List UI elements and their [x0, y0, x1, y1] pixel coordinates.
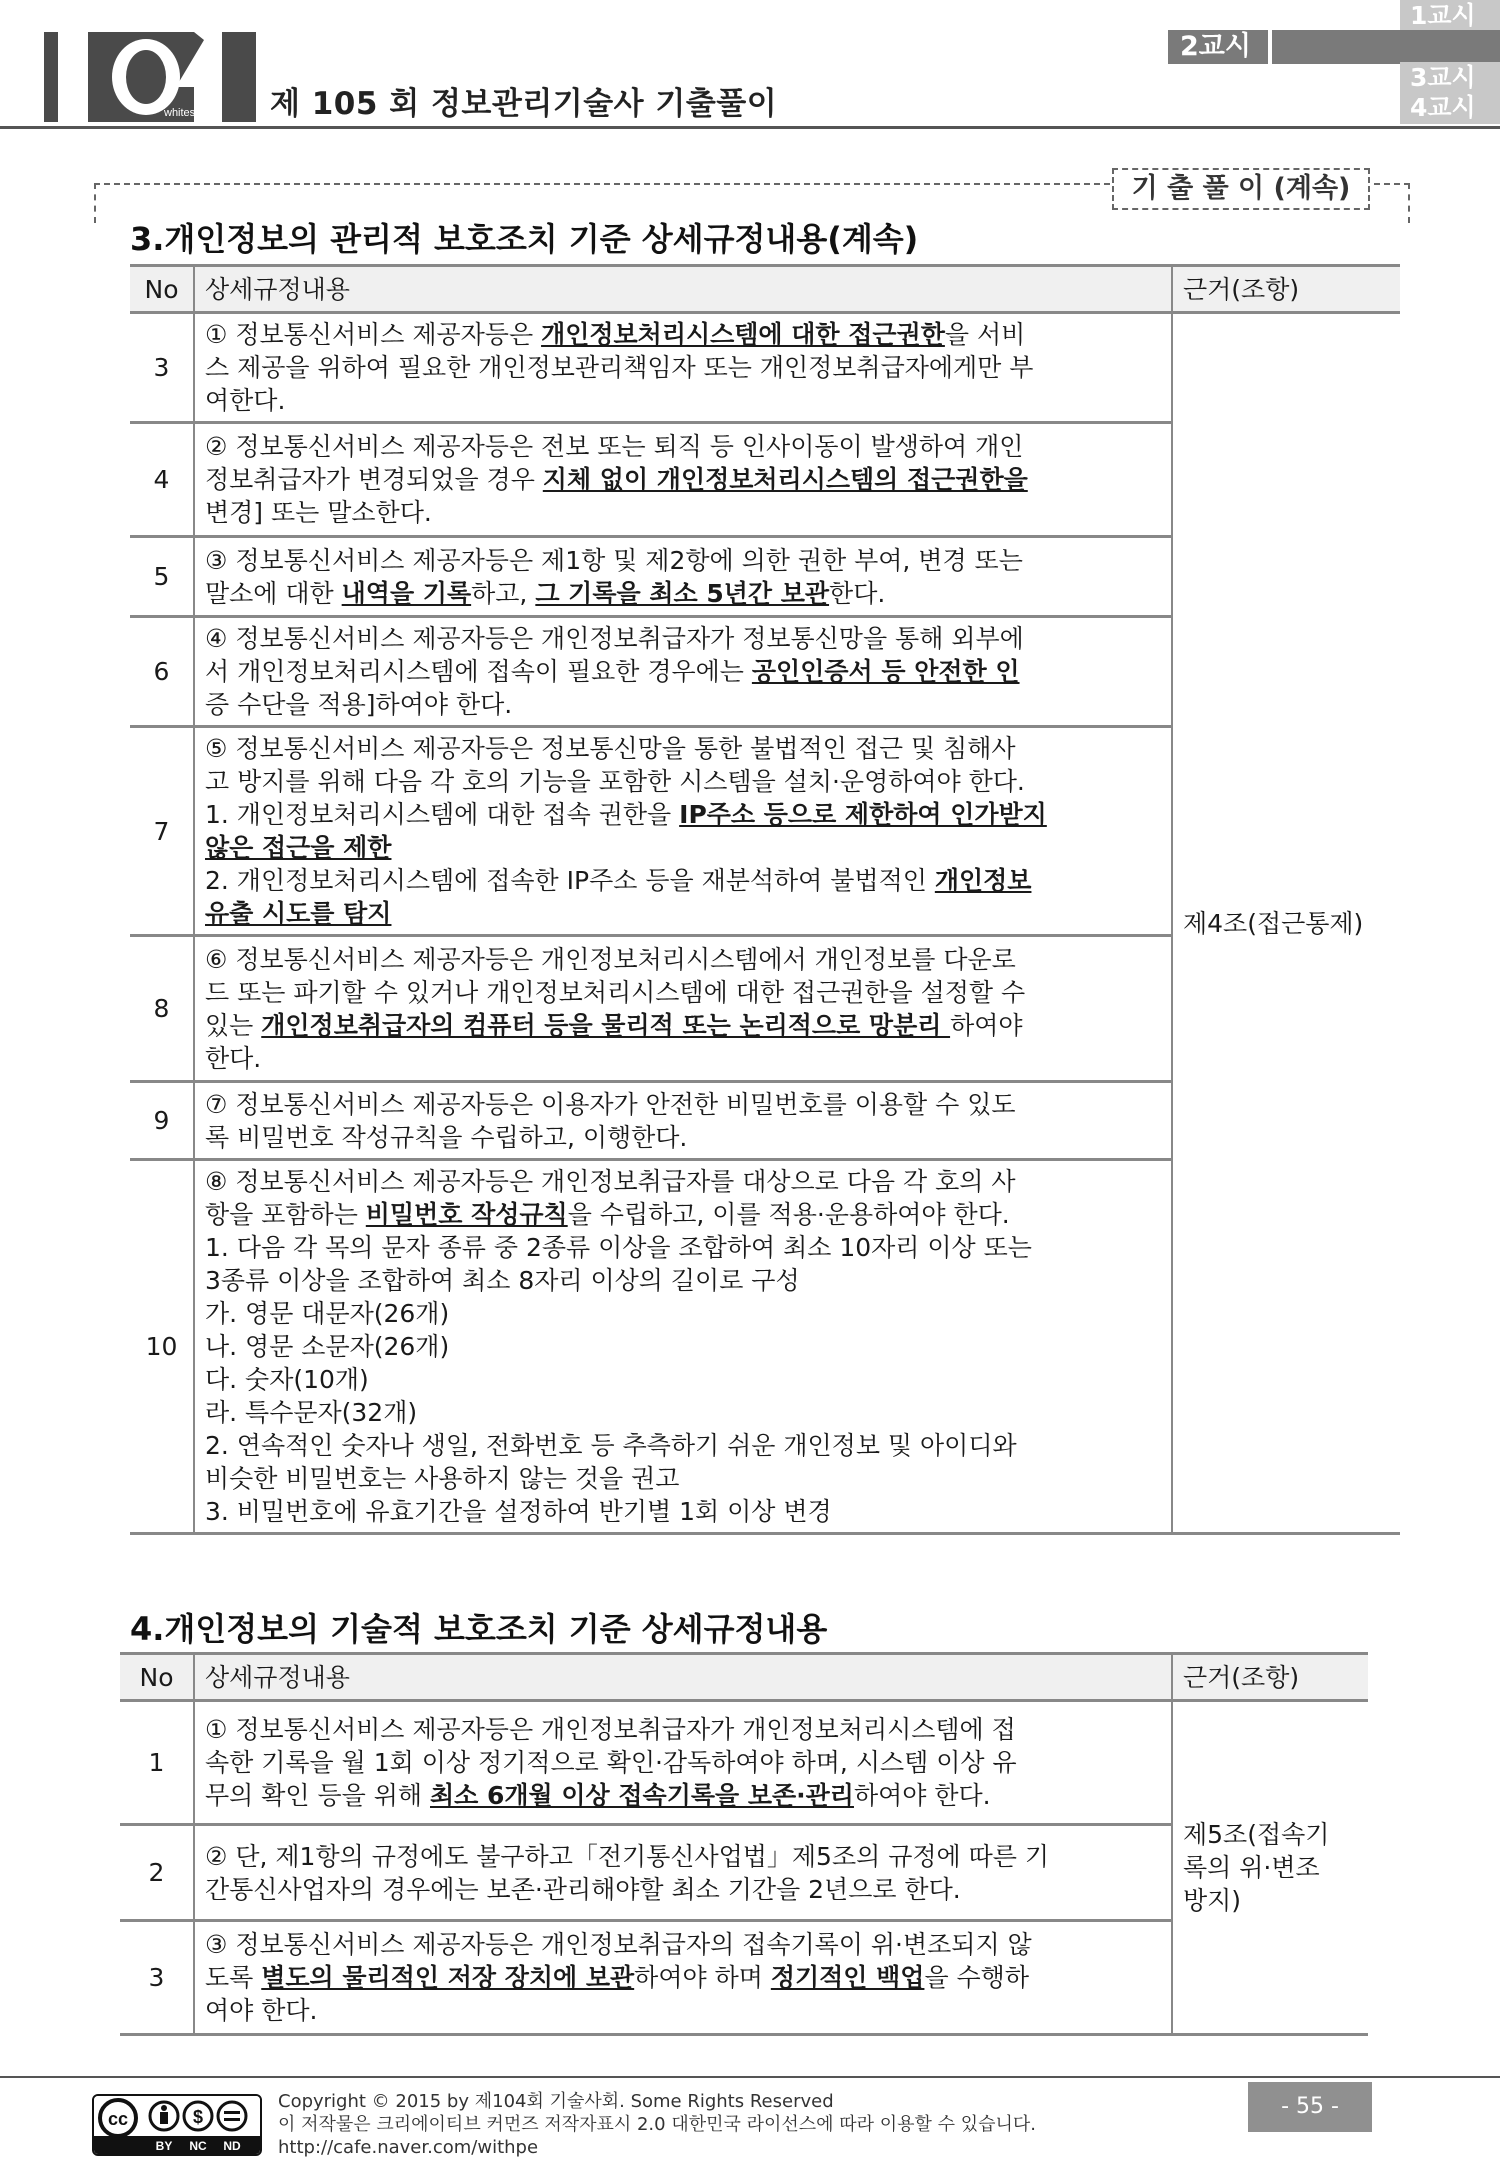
header-basis: 근거(조항)	[1172, 266, 1400, 313]
emphasis-text: 개인정보취급자의 컴퓨터 등을 물리적 또는 논리적으로 망분리	[261, 1010, 951, 1040]
emphasis-text: 않은 접근을 제한	[205, 833, 392, 862]
content-frame-right	[1408, 183, 1410, 223]
content-line: 나. 영문 소문자(26개)	[205, 1332, 450, 1361]
content-line: ③ 정보통신서비스 제공자등은 개인정보취급자의 접속기록이 위·변조되지 않	[205, 1930, 1032, 1959]
row-number: 4	[130, 423, 194, 537]
session-tab-2	[1168, 30, 1500, 64]
content-line: 1. 개인정보처리시스템에 대한 접속 권한을 IP주소 등으로 제한하여 인가받지	[205, 800, 1047, 829]
session-tab-2-label: 2교시	[1180, 31, 1251, 62]
content-line: 여야 한다.	[205, 1996, 318, 2025]
content-line	[205, 897, 1163, 930]
content-line: ① 정보통신서비스 제공자등은 개인정보처리시스템에 대한 접근권한을 서비	[205, 320, 1026, 349]
footer-text	[278, 2090, 1036, 2159]
content-line: 한다.	[205, 1043, 262, 1073]
row-number: 2	[120, 1825, 194, 1921]
content-line: 스 제공을 위하여 필요한 개인정보관리책임자 또는 개인정보취급자에게만 부	[205, 353, 1034, 382]
nd-icon	[218, 2102, 246, 2130]
content-line: ③ 정보통신서비스 제공자등은 제1항 및 제2항에 의한 권한 부여, 변경 또는	[205, 545, 1023, 575]
emphasis-text: 공인인증서 등 안전한 인	[751, 657, 1020, 686]
content-line: 3종류 이상을 조합하여 최소 8자리 이상의 길이로 구성	[205, 1266, 800, 1295]
footer-rule	[0, 2076, 1500, 2078]
content-line: 말소에 대한 내역을 기록하고, 그 기록을 최소 5년간 보관한다.	[205, 578, 886, 608]
section-3-table	[130, 264, 1400, 1535]
row-content	[194, 617, 1172, 727]
section-4-title: 4.개인정보의 기술적 보호조치 기준 상세규정내용	[130, 1610, 828, 1648]
row-content	[194, 1082, 1172, 1160]
header-basis: 근거(조항)	[1172, 1654, 1368, 1701]
header-rule	[0, 126, 1500, 129]
emphasis-text: 개인정보처리시스템에 대한 접근권한	[541, 320, 945, 349]
content-line: 가. 영문 대문자(26개)	[205, 1299, 450, 1328]
copyright-text: Copyright © 2015 by 제104회 기술사회. Some Rights Reserved	[278, 2091, 834, 2112]
table-header-row	[130, 266, 1400, 313]
content-line: 다. 숫자(10개)	[205, 1365, 369, 1394]
content-line: 간통신사업자의 경우에는 보존·관리해야할 최소 기간을 2년으로 한다.	[205, 1874, 961, 1904]
row-number: 5	[130, 537, 194, 617]
row-number: 9	[130, 1082, 194, 1160]
content-line: 비슷한 비밀번호는 사용하지 않는 것을 권고	[205, 1464, 680, 1493]
row-content	[194, 537, 1172, 617]
content-line: ② 단, 제1항의 규정에도 불구하고「전기통신사업법」제5조의 규정에 따른 기	[205, 1841, 1050, 1871]
row-content	[194, 313, 1172, 423]
table-row	[130, 313, 1400, 423]
emphasis-text: 지체 없이 개인정보처리시스템의 접근권한을	[542, 465, 1028, 494]
content-line: 증 수단을 적용]하여야 한다.	[205, 690, 513, 719]
content-line: 정보취급자가 변경되었을 경우 지체 없이 개인정보처리시스템의 접근권한을	[205, 465, 1028, 494]
header-content: 상세규정내용	[194, 266, 1172, 313]
emphasis-text: 정기적인 백업	[770, 1963, 925, 1992]
content-line: ⑤ 정보통신서비스 제공자등은 정보통신망을 통한 불법적인 접근 및 침해사	[205, 734, 1016, 763]
svg-text:cc: cc	[107, 2109, 129, 2129]
content-line: 속한 기록을 월 1회 이상 정기적으로 확인·감독하여야 하며, 시스템 이상 유	[205, 1748, 1017, 1777]
session-tab-4: 4교시	[1400, 92, 1500, 124]
emphasis-text: 그 기록을 최소 5년간 보관	[535, 578, 830, 608]
row-content	[194, 1921, 1172, 2035]
row-number: 6	[130, 617, 194, 727]
document-title: 제 105 회 정보관리기술사 기출풀이	[270, 86, 778, 122]
row-content	[194, 1701, 1172, 1825]
table-row	[120, 1701, 1368, 1825]
content-line: 무의 확인 등을 위해 최소 6개월 이상 접속기록을 보존·관리하여야 한다.	[205, 1781, 991, 1810]
row-content	[194, 936, 1172, 1082]
header-no: No	[130, 266, 194, 313]
header-content: 상세규정내용	[194, 1654, 1172, 1701]
svg-text:$: $	[192, 2107, 204, 2127]
section-3-title: 3.개인정보의 관리적 보호조치 기준 상세규정내용(계속)	[130, 220, 919, 258]
row-content	[194, 727, 1172, 936]
basis-line: 록의 위·변조	[1183, 1853, 1320, 1882]
page-number: - 55 -	[1248, 2082, 1372, 2132]
table-header-row	[120, 1654, 1368, 1701]
emphasis-text: 유출 시도를 탐지	[205, 899, 392, 928]
content-line: 3. 비밀번호에 유효기간을 설정하여 반기별 1회 이상 변경	[205, 1497, 832, 1526]
content-frame-left	[94, 183, 96, 223]
session-tab-divider	[1268, 30, 1272, 64]
content-line: ① 정보통신서비스 제공자등은 개인정보취급자가 개인정보처리시스템에 접	[205, 1715, 1016, 1744]
logo-text: whitesnake	[164, 107, 220, 119]
content-line: ② 정보통신서비스 제공자등은 전보 또는 퇴직 등 인사이동이 발생하여 개인	[205, 432, 1024, 461]
row-content	[194, 1825, 1172, 1921]
row-content	[194, 1160, 1172, 1534]
content-line: 1. 다음 각 목의 문자 종류 중 2종류 이상을 조합하여 최소 10자리 이상 또는	[205, 1233, 1032, 1262]
content-line: 2. 개인정보처리시스템에 접속한 IP주소 등을 재분석하여 불법적인 개인정보	[205, 866, 1032, 895]
content-line	[205, 831, 1163, 864]
row-number: 3	[120, 1921, 194, 2035]
row-number: 8	[130, 936, 194, 1082]
cc-nd-label: ND	[223, 2139, 241, 2153]
emphasis-text: 내역을 기록	[341, 578, 472, 608]
emphasis-text: 비밀번호 작성규칙	[365, 1200, 568, 1229]
row-basis: 제4조(접근통제)	[1172, 313, 1400, 1534]
content-line: ⑧ 정보통신서비스 제공자등은 개인정보취급자를 대상으로 다음 각 호의 사	[205, 1167, 1016, 1196]
row-basis	[1172, 1701, 1368, 2035]
row-number: 1	[120, 1701, 194, 1825]
cc-by-label: BY	[155, 2139, 173, 2153]
creative-commons-badge	[92, 2094, 262, 2156]
emphasis-text: 별도의 물리적인 저장 장치에 보관	[261, 1963, 635, 1992]
emphasis-text: 개인정보	[934, 866, 1032, 895]
continuation-label: 기 출 풀 이 (계속)	[1112, 168, 1370, 210]
content-line: 라. 특수문자(32개)	[205, 1398, 418, 1427]
content-line: ⑥ 정보통신서비스 제공자등은 개인정보처리시스템에서 개인정보를 다운로	[205, 944, 1016, 974]
row-number: 3	[130, 313, 194, 423]
footer-url[interactable]: http://cafe.naver.com/withpe	[278, 2137, 539, 2158]
content-line: 서 개인정보처리시스템에 접속이 필요한 경우에는 공인인증서 등 안전한 인	[205, 657, 1020, 686]
row-number: 7	[130, 727, 194, 936]
cc-nc-label: NC	[189, 2139, 207, 2153]
content-line: 2. 연속적인 숫자나 생일, 전화번호 등 추측하기 쉬운 개인정보 및 아이디와	[205, 1431, 1017, 1460]
emphasis-text: IP주소 등으로 제한하여 인가받지	[679, 800, 1047, 829]
content-line: 여한다.	[205, 386, 286, 415]
content-line: ④ 정보통신서비스 제공자등은 개인정보취급자가 정보통신망을 통해 외부에	[205, 624, 1024, 653]
row-content	[194, 423, 1172, 537]
row-number: 10	[130, 1160, 194, 1534]
content-line: 있는 개인정보취급자의 컴퓨터 등을 물리적 또는 논리적으로 망분리 하여야	[205, 1010, 1023, 1040]
logo-104	[44, 32, 256, 122]
basis-line: 방지)	[1183, 1886, 1242, 1915]
content-line: 드 또는 파기할 수 있거나 개인정보처리시스템에 대한 접근권한을 설정할 수	[205, 977, 1026, 1007]
content-line: 고 방지를 위해 다음 각 호의 기능을 포함한 시스템을 설치·운영하여야 한다.	[205, 767, 1025, 796]
content-line: ⑦ 정보통신서비스 제공자등은 이용자가 안전한 비밀번호를 이용할 수 있도	[205, 1089, 1016, 1119]
section-4-table	[120, 1652, 1368, 2036]
content-line: 변경] 또는 말소한다.	[205, 498, 432, 527]
session-tab-1: 1교시	[1400, 0, 1500, 32]
content-line: 항을 포함하는 비밀번호 작성규칙을 수립하고, 이를 적용·운용하여야 한다.	[205, 1200, 1010, 1229]
emphasis-text: 최소 6개월 이상 접속기록을 보존·관리	[430, 1781, 854, 1810]
content-line: 록 비밀번호 작성규칙을 수립하고, 이행한다.	[205, 1122, 688, 1152]
license-text: 이 저작물은 크리에이티브 커먼즈 저작자표시 2.0 대한민국 라이선스에 따라 이용할 수 있습니다.	[278, 2114, 1037, 2135]
content-line: 도록 별도의 물리적인 저장 장치에 보관하여야 하며 정기적인 백업을 수행하	[205, 1963, 1029, 1992]
basis-line: 제5조(접속기	[1183, 1820, 1330, 1849]
session-tab-3: 3교시	[1400, 62, 1500, 94]
header-no: No	[120, 1654, 194, 1701]
